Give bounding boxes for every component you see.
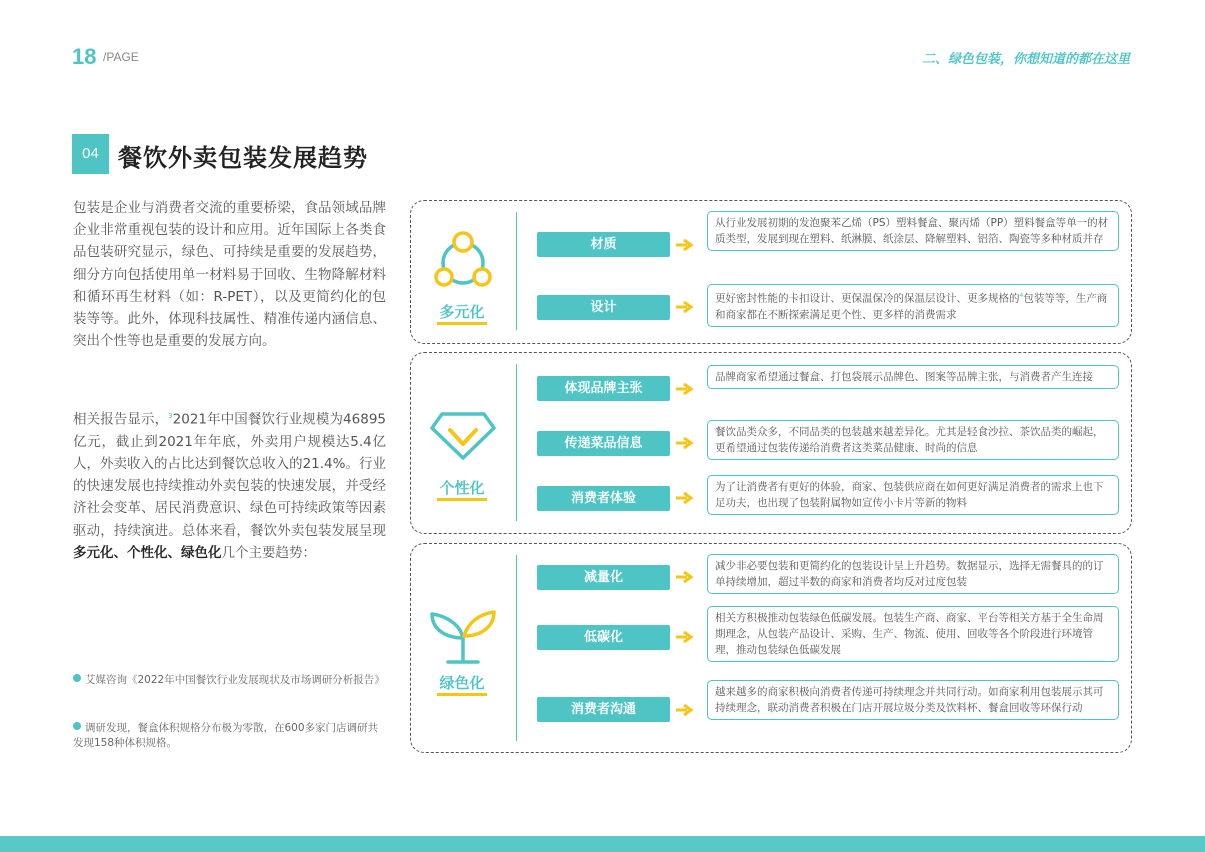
desc-design: 更好密封性能的卡扣设计、更保温保冷的保温层设计、更多规格的$^4$包装等等，生产商和商家都在不断探索满足更个性、更多样的消费需求 [707,284,1119,327]
arrow-right-icon [676,238,694,252]
tag-communication: 消费者沟通 [537,697,670,722]
desc-reduction: 减少非必要包装和更简约化的包装设计呈上升趋势。数据显示，选择无需餐具的的订单持续增加，超过半数的商家和消费者均反对过度包装 [707,554,1119,594]
tag-brand: 体现品牌主张 [537,376,670,401]
group-divider [516,364,517,521]
footer-bar [0,836,1205,852]
group-label-greening: 绿色化 [427,672,497,693]
desc-low-carbon: 相关方积极推动包装绿色低碳发展。包装生产商、商家、平台等相关方基于全生命周期理念，从包装产品设计、采购、生产、物流、使用、回收等各个阶段进行环境管理，推动包装绿色低碳发展 [707,606,1119,662]
trend-keywords: 多元化、个性化、绿色化 [73,544,222,561]
chapter-title: 二、绿色包装，你想知道的都在这里 [921,52,1130,67]
tag-dish-info: 传递菜品信息 [537,431,670,456]
footnote-ref-3: 3 [168,412,173,420]
page-label: /PAGE [103,50,139,64]
tag-experience: 消费者体验 [537,486,670,511]
footnote-ref-4: 4 [1019,292,1024,299]
group-divider [516,212,517,330]
tag-design: 设计 [537,295,670,320]
section-number-badge: 04 [72,134,109,174]
diamond-icon [428,410,498,460]
tag-reduction: 减量化 [537,565,670,590]
intro-paragraph-1: 包装是企业与消费者交流的重要桥梁，食品领域品牌企业非常重视包装的设计和应用。近年国际上各类食品包装研究显示，绿色、可持续是重要的发展趋势，细分方向包括使用单一材料易于回收、生物降解材料和循环再生材料（如：R-PET），以及更简约化的包装等等。此外，体现科技属性、精准传递内涵信息、突出个性等也是重要的发展方向。 [73,200,386,350]
desc-experience: 为了让消费者有更好的体验，商家、包装供应商在如何更好满足消费者的需求上也下足功夫，也出现了包装附属物如宣传小卡片等新的物料 [707,475,1119,515]
network-icon [428,230,498,292]
footnote-3: 艾媒咨询《2022年中国餐饮行业发展现状及市场调研分析报告》 [73,673,388,688]
arrow-right-icon [676,703,694,717]
arrow-right-icon [676,630,694,644]
arrow-right-icon [676,436,694,450]
tag-material: 材质 [537,232,670,257]
desc-dish-info: 餐饮品类众多，不同品类的包装越来越差异化。尤其是轻食沙拉、茶饮品类的崛起，更希望通过包装传递给消费者这类菜品健康、时尚的信息 [707,420,1119,460]
intro-paragraph-2: 相关报告显示，$^3$2021年中国餐饮行业规模为46895亿元，截止到2021年年底，外卖用户规模达5.4亿人，外卖收入的占比达到餐饮总收入的21.4%。行业的快速发展也持续推动外卖包装的快速发展，并受经济社会变革、居民消费意识、绿色可持续政策等因素驱动，持续演进。总体来看，餐饮外卖包装发展呈现多元化、个性化、绿色化几个主要趋势： [73,411,386,561]
desc-brand: 品牌商家希望通过餐盒、打包袋展示品牌色、图案等品牌主张，与消费者产生连接 [707,365,1119,389]
section-title: 餐饮外卖包装发展趋势 [118,144,368,172]
arrow-right-icon [676,570,694,584]
sprout-icon [428,606,498,664]
arrow-right-icon [676,382,694,396]
desc-communication: 越来越多的商家积极向消费者传递可持续理念并共同行动。如商家利用包装展示其可持续理念，联动消费者积极在门店开展垃圾分类及饮料杯、餐盒回收等环保行动 [707,680,1119,720]
desc-material: 从行业发展初期的发泡聚苯乙烯（PS）塑料餐盒、聚丙烯（PP）塑料餐盒等单一的材质类型，发展到现在塑料、纸淋膜、纸涂层、降解塑料、铝箔、陶瓷等多种材质并存 [707,211,1119,251]
group-label-diversification: 多元化 [427,301,497,322]
arrow-right-icon [676,300,694,314]
group-divider [516,555,517,741]
footnote-4: 调研发现，餐盒体积规格分布极为零散，在600多家门店调研共发现158种体积规格。 [73,722,379,749]
page-number: 18 [72,44,97,69]
group-label-personalization: 个性化 [427,477,497,498]
footnote-bullet-icon [73,722,81,730]
arrow-right-icon [676,491,694,505]
footnote-bullet-icon [73,674,81,682]
tag-low-carbon: 低碳化 [537,625,670,650]
